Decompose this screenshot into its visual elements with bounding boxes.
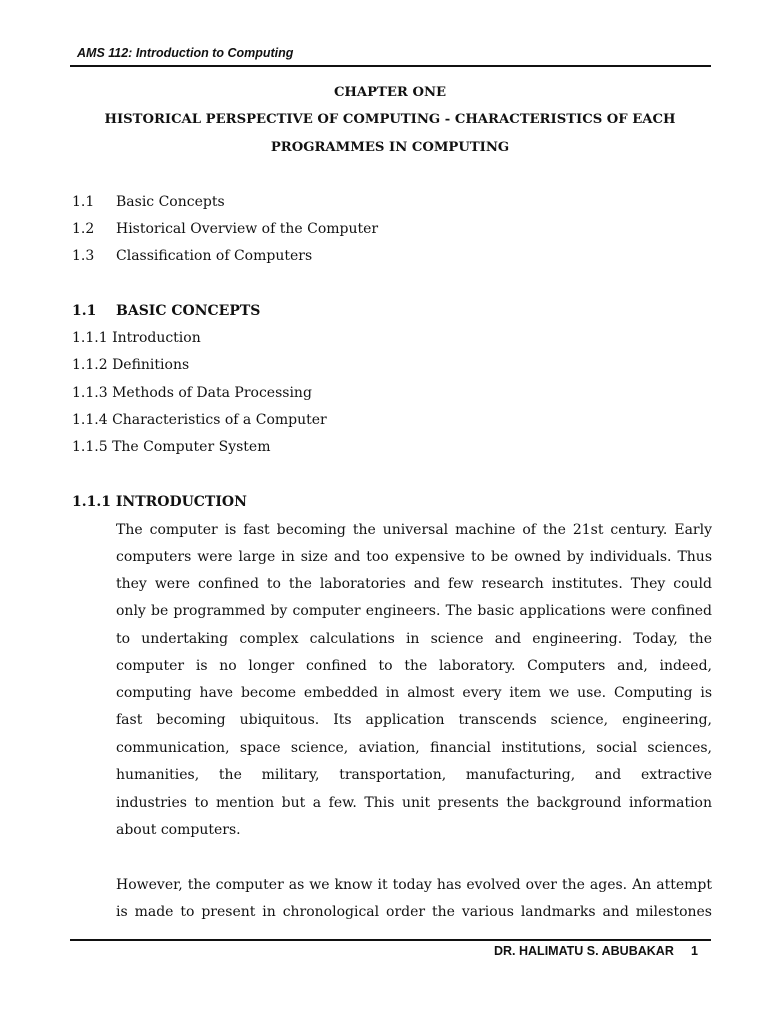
toc-item-label: Basic Concepts bbox=[116, 194, 225, 210]
subsection-item: 1.1.4 Characteristics of a Computer bbox=[72, 412, 327, 428]
author-name: DR. HALIMATU S. ABUBAKAR bbox=[494, 944, 674, 958]
section-number: 1.1 bbox=[72, 303, 97, 319]
section-heading bbox=[72, 303, 260, 319]
chapter-label: CHAPTER ONE bbox=[333, 85, 447, 100]
toc-item-number: 1.2 bbox=[72, 221, 95, 237]
paragraph-line: The computer is fast becoming the universal machine of the 21st century. Early bbox=[116, 522, 712, 538]
page-number: 1 bbox=[691, 944, 698, 958]
header-divider bbox=[70, 65, 711, 67]
paragraph-line: fast becoming ubiquitous. Its application transcends science, engineering, bbox=[116, 712, 712, 728]
chapter-title-line-1: HISTORICAL PERSPECTIVE OF COMPUTING - CHARACTERISTICS OF EACH bbox=[104, 112, 676, 127]
subsection-item: 1.1.1 Introduction bbox=[72, 330, 201, 346]
toc-item-number: 1.1 bbox=[72, 194, 95, 210]
section-title: BASIC CONCEPTS bbox=[116, 303, 261, 319]
footer-divider bbox=[70, 939, 711, 941]
paragraph-line: However, the computer as we know it today has evolved over the ages. An attempt bbox=[116, 877, 712, 893]
toc-item-number: 1.3 bbox=[72, 248, 95, 264]
course-title: AMS 112: Introduction to Computing bbox=[77, 46, 294, 60]
paragraph-line: about computers. bbox=[116, 822, 241, 838]
paragraph-line: humanities, the military, transportation, manufacturing, and extractive bbox=[116, 767, 712, 783]
toc-item-label: Historical Overview of the Computer bbox=[116, 221, 379, 237]
toc-item-label: Classification of Computers bbox=[116, 248, 313, 264]
paragraph-line: they were confined to the laboratories and few research institutes. They could bbox=[116, 576, 712, 592]
toc-item bbox=[72, 248, 312, 264]
paragraph-line: computing have become embedded in almost every item we use. Computing is bbox=[116, 685, 712, 701]
paragraph-line: to undertaking complex calculations in science and engineering. Today, the bbox=[116, 631, 712, 647]
paragraph-line: industries to mention but a few. This unit presents the background information bbox=[116, 795, 712, 811]
paragraph-line: is made to present in chronological order the various landmarks and milestones bbox=[116, 904, 712, 920]
toc-item bbox=[72, 194, 225, 210]
paragraph-line: computers were large in size and too expensive to be owned by individuals. Thus bbox=[116, 549, 712, 565]
paragraph-line: only be programmed by computer engineers. The basic applications were confined bbox=[116, 603, 712, 619]
subsection-item: 1.1.2 Definitions bbox=[72, 357, 190, 373]
chapter-title-line-2: PROGRAMMES IN COMPUTING bbox=[270, 140, 510, 155]
paragraph-line: computer is no longer confined to the laboratory. Computers and, indeed, bbox=[116, 658, 712, 674]
subsection-item: 1.1.3 Methods of Data Processing bbox=[72, 385, 312, 401]
toc-item bbox=[72, 221, 378, 237]
introduction-heading: 1.1.1 INTRODUCTION bbox=[72, 494, 247, 510]
subsection-item: 1.1.5 The Computer System bbox=[72, 439, 271, 455]
paragraph-line: communication, space science, aviation, financial institutions, social sciences, bbox=[116, 740, 712, 756]
